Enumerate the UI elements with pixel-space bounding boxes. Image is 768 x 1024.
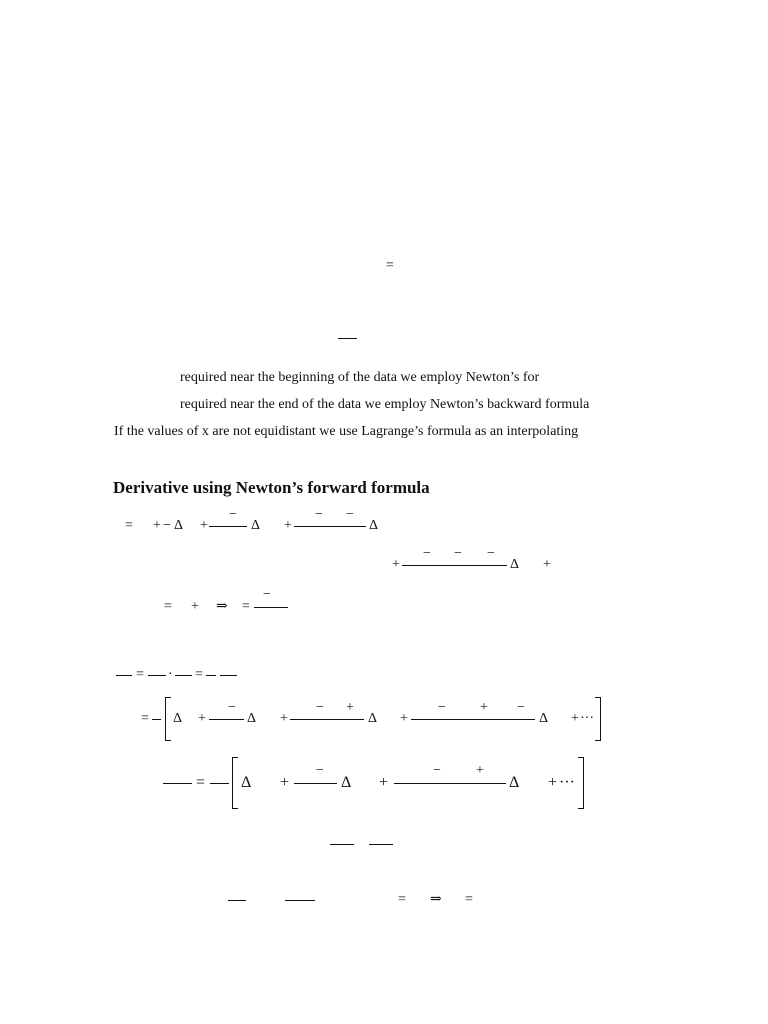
equals-sign: = xyxy=(136,667,144,682)
fraction-bar xyxy=(294,783,337,784)
equals-sign: = xyxy=(141,711,149,726)
plus-sign: + xyxy=(379,774,389,791)
fraction-bar xyxy=(209,719,244,720)
equals-sign: = xyxy=(386,258,394,273)
minus-sign: − xyxy=(346,507,354,522)
minus-sign: − xyxy=(316,700,324,715)
equals-sign: = xyxy=(398,892,406,907)
equals-sign: = xyxy=(125,518,133,533)
plus-sign: + xyxy=(346,700,354,715)
fraction-bar xyxy=(369,844,393,845)
fraction-bar xyxy=(163,783,192,784)
fraction-bar xyxy=(294,526,366,527)
fraction-bar xyxy=(175,675,192,676)
fraction-bar xyxy=(116,675,132,676)
plus-sign: + xyxy=(280,774,290,791)
minus-sign: − xyxy=(423,546,431,561)
equals-sign: = xyxy=(242,599,250,614)
plus-sign: + xyxy=(480,700,488,715)
fraction-bar xyxy=(338,338,357,339)
minus-sign: − xyxy=(263,587,271,602)
equals-sign: = xyxy=(196,774,206,791)
minus-sign: − xyxy=(487,546,495,561)
minus-sign: − xyxy=(517,700,525,715)
plus-sign: + xyxy=(571,711,579,726)
delta-symbol: Δ xyxy=(174,518,184,533)
delta-symbol: Δ xyxy=(539,711,549,726)
fraction-bar xyxy=(394,783,506,784)
minus-sign: − xyxy=(228,700,236,715)
dot-operator: · xyxy=(168,667,173,682)
plus-sign: + xyxy=(198,711,206,726)
ellipsis: ··· xyxy=(559,774,575,791)
minus-sign: − xyxy=(315,507,323,522)
fraction-bar xyxy=(148,675,166,676)
delta-symbol: Δ xyxy=(251,518,261,533)
implies-symbol: ⇒ xyxy=(430,892,442,907)
plus-sign: + xyxy=(280,711,288,726)
plus-sign: + xyxy=(200,518,208,533)
fraction-bar xyxy=(254,607,288,608)
plus-sign: + xyxy=(543,557,551,572)
fraction-bar xyxy=(285,900,315,901)
fraction-bar xyxy=(220,675,237,676)
equals-sign: = xyxy=(164,599,172,614)
delta-symbol: Δ xyxy=(341,774,352,791)
fraction-bar xyxy=(206,675,216,676)
text-line-1: required near the beginning of the data we employ Newton’s for xyxy=(180,370,540,385)
fraction-bar xyxy=(330,844,354,845)
left-bracket xyxy=(232,757,238,809)
plus-sign: + xyxy=(548,774,558,791)
minus-sign: − xyxy=(454,546,462,561)
implies-symbol: ⇒ xyxy=(216,599,228,614)
delta-symbol: Δ xyxy=(241,774,252,791)
delta-symbol: Δ xyxy=(173,711,183,726)
plus-sign: + xyxy=(400,711,408,726)
fraction-bar xyxy=(290,719,364,720)
delta-symbol: Δ xyxy=(247,711,257,726)
text-line-2: required near the end of the data we employ Newton’s backward formula xyxy=(180,397,590,412)
plus-sign: + xyxy=(191,599,199,614)
left-bracket xyxy=(165,697,171,741)
fraction-bar xyxy=(228,900,246,901)
plus-sign: + xyxy=(153,518,161,533)
right-bracket xyxy=(578,757,584,809)
minus-sign: − xyxy=(316,763,324,778)
fraction-bar xyxy=(210,783,229,784)
delta-symbol: Δ xyxy=(368,711,378,726)
plus-sign: + xyxy=(392,557,400,572)
ellipsis: ··· xyxy=(580,711,594,726)
plus-sign: + xyxy=(476,763,484,778)
text-line-3: If the values of x are not equidistant we use Lagrange’s formula as an interpolating xyxy=(114,424,579,439)
fraction-bar xyxy=(402,565,507,566)
minus-sign: − xyxy=(229,507,237,522)
delta-symbol: Δ xyxy=(509,774,520,791)
delta-symbol: Δ xyxy=(369,518,379,533)
fraction-bar xyxy=(209,526,247,527)
minus-sign: − xyxy=(433,763,441,778)
equals-sign: = xyxy=(465,892,473,907)
delta-symbol: Δ xyxy=(510,557,520,572)
minus-sign: − xyxy=(438,700,446,715)
right-bracket xyxy=(595,697,601,741)
minus-sign: − xyxy=(163,518,171,533)
fraction-bar xyxy=(152,719,161,720)
plus-sign: + xyxy=(284,518,292,533)
section-heading: Derivative using Newton’s forward formula xyxy=(113,478,430,497)
fraction-bar xyxy=(411,719,535,720)
equals-sign: = xyxy=(195,667,203,682)
